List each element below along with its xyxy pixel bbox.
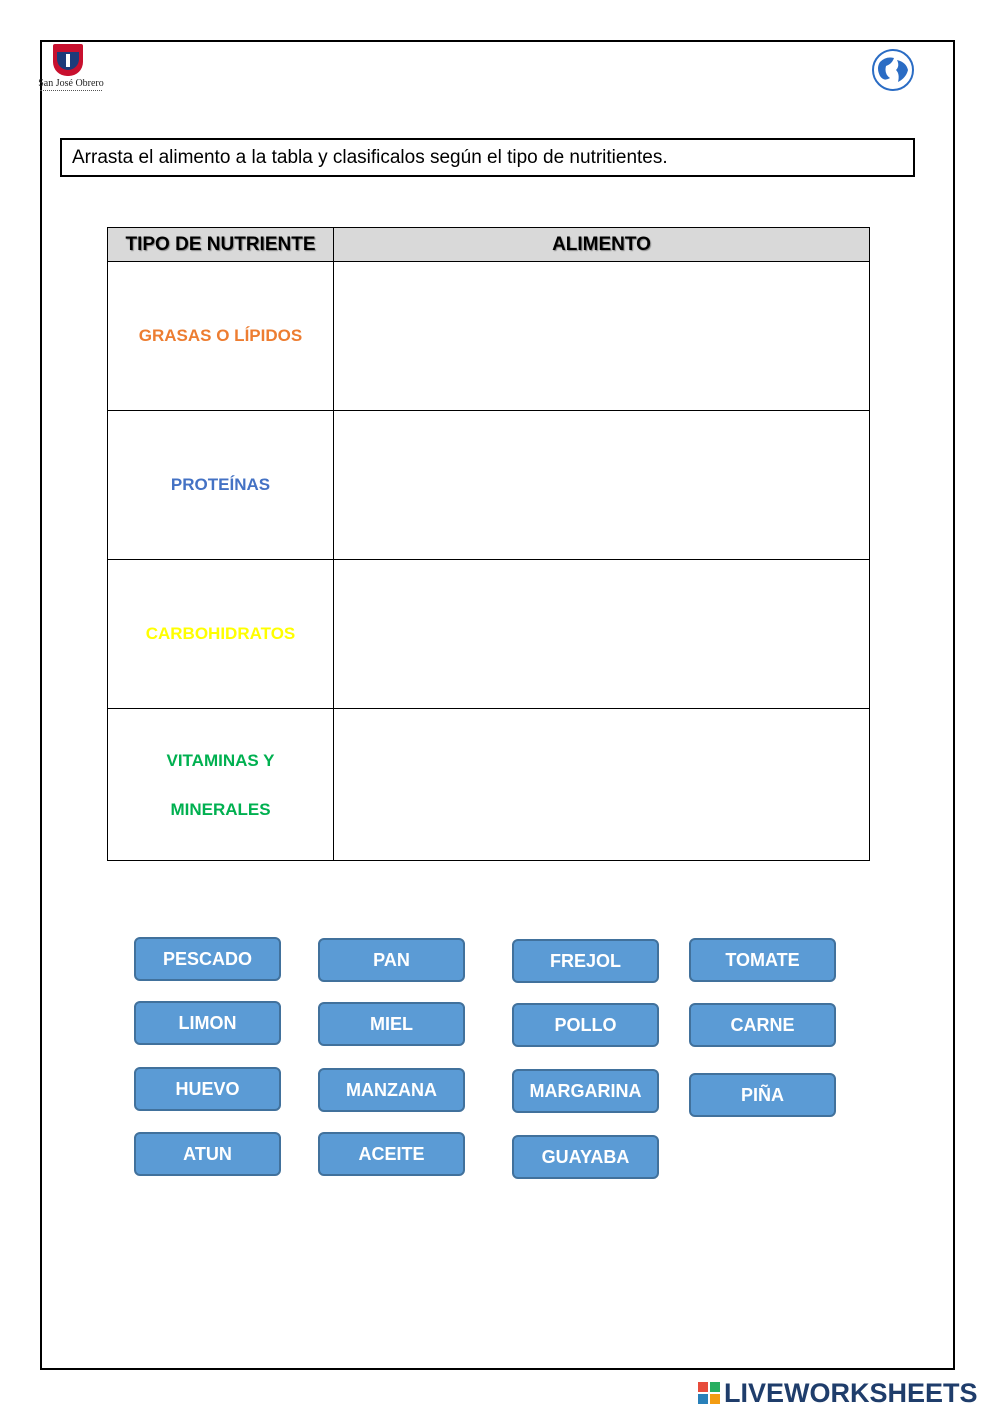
food-chip-atun[interactable]: ATUN [134, 1132, 281, 1176]
food-chip-guayaba[interactable]: GUAYABA [512, 1135, 659, 1179]
food-chip-pescado[interactable]: PESCADO [134, 937, 281, 981]
logo-square-icon [710, 1382, 720, 1392]
header-alimento: ALIMENTO [334, 228, 870, 262]
drop-zone-grasas[interactable] [334, 262, 870, 411]
category-grasas [108, 262, 334, 411]
category-label-line2: MINERALES [170, 799, 271, 819]
category-proteinas [108, 411, 334, 560]
food-chip-manzana[interactable]: MANZANA [318, 1068, 465, 1112]
food-chip-carne[interactable]: CARNE [689, 1003, 836, 1047]
food-chip-limon[interactable]: LIMON [134, 1001, 281, 1045]
food-chip-tomate[interactable]: TOMATE [689, 938, 836, 982]
category-label: GRASAS O LÍPIDOS [138, 326, 303, 345]
school-logo-text: San José Obrero [38, 78, 104, 89]
drop-zone-vitaminas[interactable] [334, 709, 870, 861]
category-carbohidratos [108, 560, 334, 709]
food-chip-aceite[interactable]: ACEITE [318, 1132, 465, 1176]
school-shield-icon [53, 44, 83, 76]
logo-square-icon [710, 1394, 720, 1404]
header-tipo-de-nutriente: TIPO DE NUTRIENTE [108, 228, 334, 262]
table-row [108, 262, 870, 411]
category-label: CARBOHIDRATOS [145, 624, 296, 643]
food-chip-pina[interactable]: PIÑA [689, 1073, 836, 1117]
logo-square-icon [698, 1394, 708, 1404]
table-header-row [108, 228, 870, 262]
drop-zone-carbohidratos[interactable] [334, 560, 870, 709]
globe-logo-icon [870, 48, 916, 92]
school-logo [36, 44, 106, 94]
logo-square-icon [698, 1382, 708, 1392]
instruction-box: Arrasta el alimento a la tabla y clasificalos según el tipo de nutritientes. [60, 138, 915, 177]
food-chip-miel[interactable]: MIEL [318, 1002, 465, 1046]
nutrient-table [107, 227, 870, 861]
category-label: PROTEÍNAS [170, 475, 271, 494]
category-label-line1: VITAMINAS Y [166, 750, 275, 770]
table-row [108, 411, 870, 560]
category-vitaminas [108, 709, 334, 861]
food-chip-huevo[interactable]: HUEVO [134, 1067, 281, 1111]
table-row [108, 560, 870, 709]
food-chip-margarina[interactable]: MARGARINA [512, 1069, 659, 1113]
drop-zone-proteinas[interactable] [334, 411, 870, 560]
food-chip-frejol[interactable]: FREJOL [512, 939, 659, 983]
liveworksheets-brand-text: LIVEWORKSHEETS [724, 1378, 978, 1408]
table-row [108, 709, 870, 861]
food-chip-pollo[interactable]: POLLO [512, 1003, 659, 1047]
liveworksheets-logo [698, 1377, 998, 1409]
school-logo-subline [40, 90, 102, 93]
food-chip-pan[interactable]: PAN [318, 938, 465, 982]
